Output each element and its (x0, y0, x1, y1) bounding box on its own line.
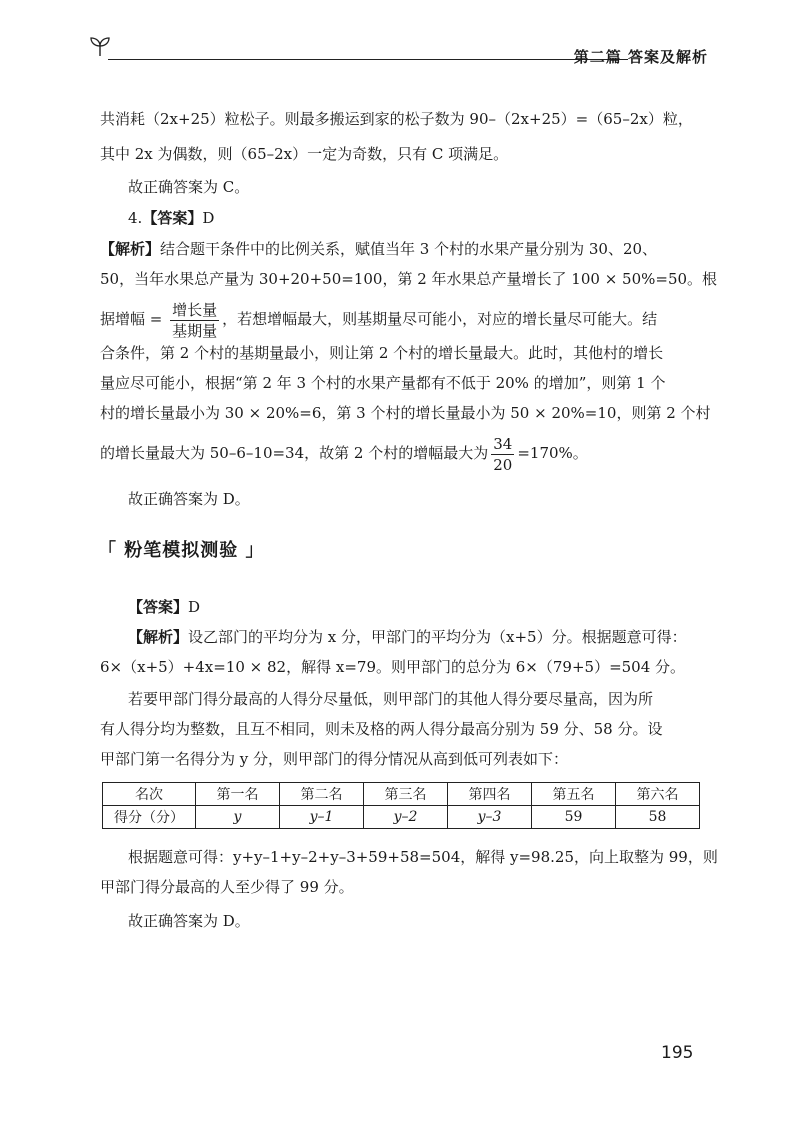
table-cell: 第二名 (280, 783, 364, 806)
q4-line2: 50，当年水果总产量为 30+20+50=100，第 2 年水果总产量增长了 100 × 50%=50。根 (100, 270, 718, 288)
mock-line3: 若要甲部门得分最高的人得分尽量低，则甲部门的其他人得分要尽量高，因为所 (128, 690, 654, 708)
table-row (103, 806, 700, 829)
q4-answer (128, 207, 728, 229)
score-table (102, 782, 700, 829)
mock-answer-label: 【答案】 (128, 598, 189, 616)
table-cell: 59 (532, 806, 616, 829)
mock-line6: 根据题意可得：y+y–1+y–2+y–3+59+58=504，解得 y=98.25，向上取整为 99，则 (128, 848, 718, 866)
table-cell: 名次 (103, 783, 196, 806)
sprout-icon (88, 34, 112, 58)
q4-line6: 村的增长量最小为 30 × 20%=6，第 3 个村的增长量最小为 50 × 20%=10，则第 2 个村 (100, 404, 711, 422)
page-header (88, 34, 708, 74)
q4-line5: 量应尽可能小，根据“第 2 年 3 个村的水果产量都有不低于 20% 的增加”，则第 1 个 (100, 374, 666, 392)
fraction-result: $\frac{34}{20}$ (493, 434, 513, 474)
p1-line2: 其中 2x 为偶数，则（65–2x）一定为奇数，只有 C 项满足。 (100, 145, 509, 163)
table-cell: 第三名 (364, 783, 448, 806)
table-cell: 58 (616, 806, 700, 829)
q4-answer-label: 【答案】 (142, 209, 203, 227)
q4-number: 4. (128, 209, 143, 227)
p1-line1: 共消耗（2x+25）粒松子。则最多搬运到家的松子数为 90–（2x+25）=（65–2x）粒， (100, 110, 693, 128)
mock-conclusion: 故正确答案为 D。 (128, 912, 250, 930)
q4-answer-value: D (202, 209, 215, 227)
p1-conclusion: 故正确答案为 C。 (128, 178, 250, 196)
mock-line5: 甲部门第一名得分为 y 分，则甲部门的得分情况从高到低可列表如下： (100, 750, 569, 768)
table-header-row (103, 783, 700, 806)
table-cell: y (196, 806, 280, 829)
mock-answer-value: D (188, 598, 201, 616)
q4-analysis-label: 【解析】 (100, 240, 161, 258)
q4-analysis-line1: 【解析】结合题干条件中的比例关系，赋值当年 3 个村的水果产量分别为 30、20、 (100, 240, 658, 258)
table-cell: 第六名 (616, 783, 700, 806)
table-cell: 第四名 (448, 783, 532, 806)
q4-line7: 的增长量最大为 50–6–10=34，故第 2 个村的增幅最大为 $\frac{34}{20}$ =170%。 (100, 434, 588, 474)
mock-line4: 有人得分均为整数，且互不相同，则未及格的两人得分最高分别为 59 分、58 分。设 (100, 720, 663, 738)
mock-analysis-line1: 【解析】设乙部门的平均分为 x 分，甲部门的平均分为（x+5）分。根据题意可得： (128, 628, 687, 646)
table-cell: y–2 (364, 806, 448, 829)
q4-line4: 合条件，第 2 个村的基期量最小，则让第 2 个村的增长量最大。此时，其他村的增长 (100, 344, 664, 362)
table-cell: 得分（分） (103, 806, 196, 829)
fraction-growth: $\frac{\text{增长量}}{\text{基期量}}$ (172, 300, 218, 340)
q4-line3: 据增幅 = $\frac{\text{增长量}}{\text{基期量}}$ ，若想增幅最大，则基期量尽可能小，对应的增长量尽可能大。结 (100, 300, 658, 340)
page-number: 195 (661, 1043, 694, 1063)
mock-analysis-label: 【解析】 (128, 628, 189, 646)
table-cell: 第一名 (196, 783, 280, 806)
mock-line7: 甲部门得分最高的人至少得了 99 分。 (100, 878, 354, 896)
table-cell: y–1 (280, 806, 364, 829)
table-cell: y–3 (448, 806, 532, 829)
q4-conclusion: 故正确答案为 D。 (128, 490, 250, 508)
table-cell: 第五名 (532, 783, 616, 806)
header-title: 第二篇 答案及解析 (573, 48, 708, 66)
section-title: 「 粉笔模拟测验 」 (98, 540, 265, 561)
mock-answer (128, 596, 728, 618)
header-rule (108, 59, 628, 60)
mock-line2: 6×（x+5）+4x=10 × 82，解得 x=79。则甲部门的总分为 6×（79+5）=504 分。 (100, 658, 686, 676)
